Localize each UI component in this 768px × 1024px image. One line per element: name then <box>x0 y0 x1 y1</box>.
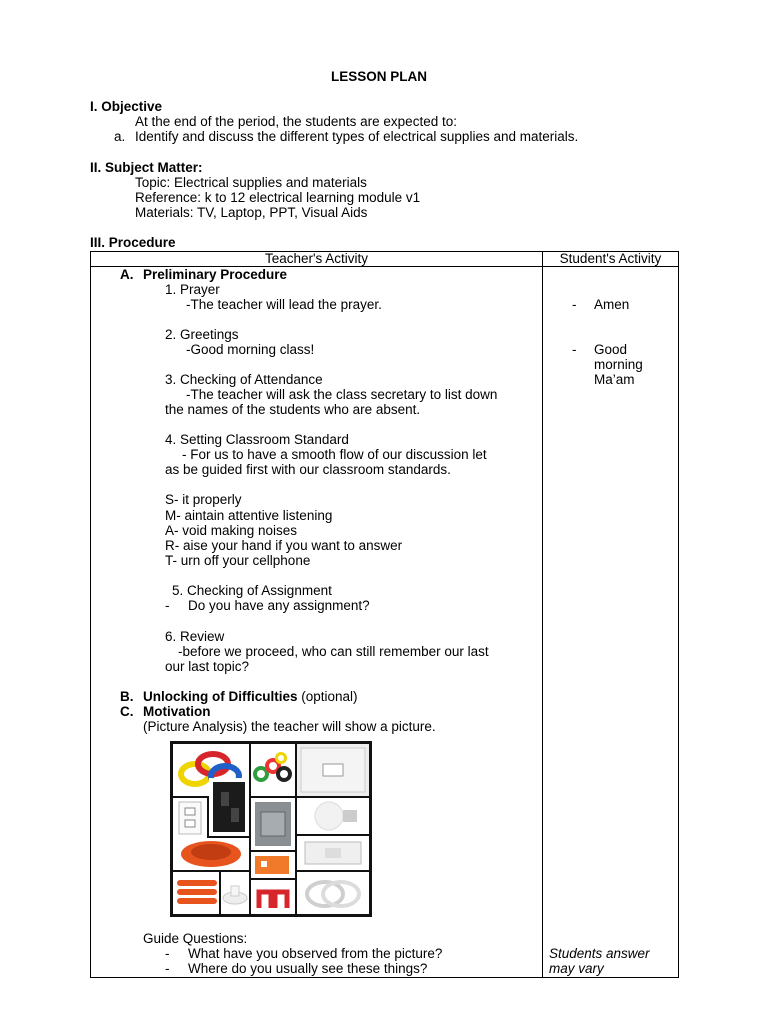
subject-reference: Reference: k to 12 electrical learning module v1 <box>135 190 421 205</box>
section-b-note: (optional) <box>297 689 358 704</box>
junction-box-image <box>173 838 249 870</box>
greetings-text: -Good morning class! <box>186 342 315 357</box>
section-b-marker: B. <box>120 689 134 704</box>
standard-text-1: - For us to have a smooth flow of our discussion let <box>182 447 487 462</box>
review-text-2: our last topic? <box>165 659 250 674</box>
electrical-supplies-picture <box>170 741 372 917</box>
section-c-title: Motivation <box>143 704 211 719</box>
standard-m: M- aintain attentive listening <box>165 508 333 523</box>
greetings-response-1: Good <box>594 342 628 357</box>
question-1-dash: - <box>165 946 170 961</box>
student-answer-2: may vary <box>549 961 604 976</box>
section-c-marker: C. <box>120 704 134 719</box>
circuit-breaker-image <box>209 778 249 836</box>
electrical-tape-image <box>251 744 295 796</box>
standard-title: 4. Setting Classroom Standard <box>165 432 349 447</box>
standard-s: S- it properly <box>165 492 242 507</box>
section-b-title: Unlocking of Difficulties <box>143 689 298 704</box>
light-bulb-image <box>297 798 369 834</box>
greetings-response-2: morning <box>594 357 643 372</box>
assignment-title: 5. Checking of Assignment <box>172 583 332 598</box>
question-1: What have you observed from the picture? <box>188 946 443 961</box>
standard-r: R- aise your hand if you want to answer <box>165 538 403 553</box>
lamp-holder-image <box>221 872 249 914</box>
greetings-response-dash: - <box>572 342 577 357</box>
student-answer-1: Students answer <box>549 946 650 961</box>
objective-item-marker: a. <box>114 129 126 144</box>
utility-box-image <box>251 852 295 878</box>
greetings-response-3: Ma’am <box>594 372 635 387</box>
subject-topic: Topic: Electrical supplies and materials <box>135 175 367 190</box>
objective-heading: I. Objective <box>90 99 163 114</box>
header-teacher-activity: Teacher's Activity <box>264 251 369 266</box>
prayer-response-dash: - <box>572 297 577 312</box>
page-title: LESSON PLAN <box>331 69 428 84</box>
outlet-image <box>173 798 207 838</box>
subject-materials: Materials: TV, Laptop, PPT, Visual Aids <box>135 205 368 220</box>
question-2-dash: - <box>165 961 170 976</box>
attendance-title: 3. Checking of Attendance <box>165 372 323 387</box>
assignment-dash: - <box>165 598 170 613</box>
header-student-activity: Student's Activity <box>559 251 662 266</box>
table-left-border <box>90 251 91 978</box>
guide-questions-title: Guide Questions: <box>143 931 248 946</box>
section-c-text: (Picture Analysis) the teacher will show a picture. <box>143 719 436 734</box>
pvc-box-image <box>297 836 369 870</box>
review-text-1: -before we proceed, who can still remember our last <box>178 644 489 659</box>
light-switch-image <box>297 744 369 796</box>
table-bottom-border <box>90 977 679 978</box>
flexible-conduit-image <box>173 872 219 914</box>
section-b-line <box>143 689 358 704</box>
subject-matter-heading: II. Subject Matter: <box>90 160 203 175</box>
objective-item: Identify and discuss the different types of electrical supplies and materials. <box>135 129 579 144</box>
objective-intro: At the end of the period, the students are expected to: <box>135 114 457 129</box>
panel-board-image <box>251 798 295 850</box>
standard-t: T- urn off your cellphone <box>165 553 311 568</box>
assignment-text: Do you have any assignment? <box>188 598 370 613</box>
attendance-text-2: the names of the students who are absent. <box>165 402 421 417</box>
attendance-text-1: -The teacher will ask the class secretary to list down <box>186 387 498 402</box>
standard-a: A- void making noises <box>165 523 298 538</box>
standard-text-2: as be guided first with our classroom standards. <box>165 462 451 477</box>
review-title: 6. Review <box>165 629 225 644</box>
wire-clips-image <box>251 880 295 914</box>
greetings-title: 2. Greetings <box>165 327 239 342</box>
section-a-marker: A. <box>120 267 134 282</box>
prayer-response: Amen <box>594 297 630 312</box>
question-2: Where do you usually see these things? <box>188 961 428 976</box>
prayer-text: -The teacher will lead the prayer. <box>186 297 382 312</box>
clear-tubing-image <box>297 872 369 914</box>
procedure-heading: III. Procedure <box>90 235 176 250</box>
prayer-title: 1. Prayer <box>165 282 220 297</box>
table-right-border <box>678 251 679 978</box>
section-a-title: Preliminary Procedure <box>143 267 288 282</box>
table-column-divider <box>542 251 543 978</box>
